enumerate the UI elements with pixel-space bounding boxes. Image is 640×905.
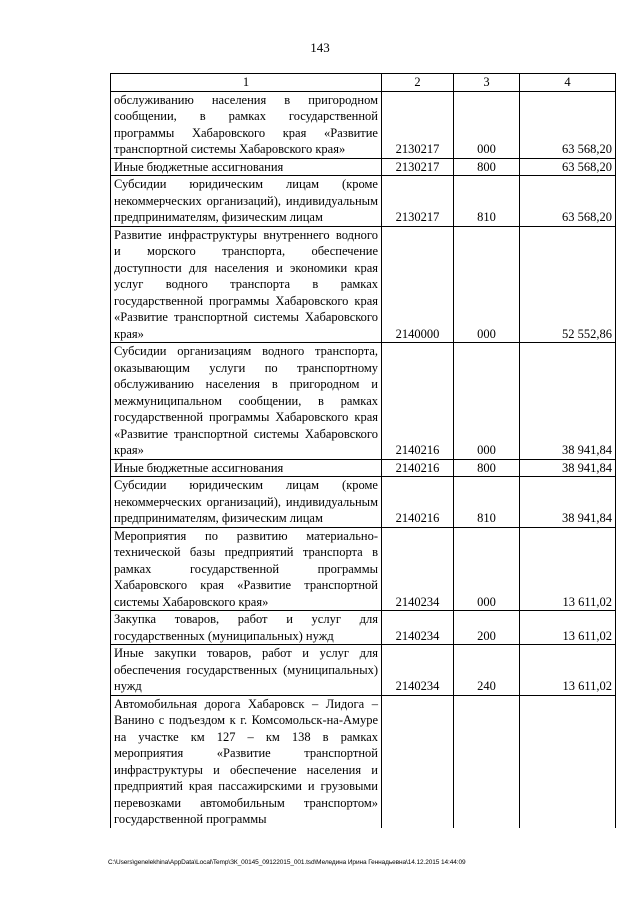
item-name: Развитие инфраструктуры внутреннего водного и морского транспорта, обеспечение доступности для населения и экономики края услуг водного транспорта в рамках государственной программы Хабаровского края «Развитие транспортной системы Хабаровского края»: [111, 226, 382, 343]
amount: 13 611,02: [520, 527, 616, 611]
item-name: Мероприятия по развитию материально-технической базы предприятий транспорта в рамках государственной программы Хабаровского края «Развитие транспортной системы Хабаровского края»: [111, 527, 382, 611]
item-name: Субсидии юридическим лицам (кроме некоммерческих организаций), индивидуальным предпринимателям, физическим лицам: [111, 477, 382, 528]
target-code: 2130217: [382, 91, 454, 158]
expense-type: 800: [454, 459, 520, 477]
item-name: Автомобильная дорога Хабаровск – Лидога – Ванино с подъездом к г. Комсомольск-на-Амуре на участке км 127 – км 138 в рамках мероприятия «Развитие транспортной инфраструктуры и обеспечение населения и предприятий края пассажирскими и грузовыми перевозками автомобильным транспортом» государственной программы: [111, 695, 382, 828]
table-row: [111, 477, 616, 528]
item-name: Иные бюджетные ассигнования: [111, 158, 382, 176]
expense-type: 000: [454, 226, 520, 343]
table-row: [111, 91, 616, 158]
expense-type: 810: [454, 477, 520, 528]
header-cell: 4: [520, 74, 616, 92]
expense-type: 800: [454, 158, 520, 176]
target-code: 2140234: [382, 611, 454, 645]
target-code: 2140000: [382, 226, 454, 343]
amount: 63 568,20: [520, 158, 616, 176]
target-code: 2130217: [382, 158, 454, 176]
expense-type: 000: [454, 527, 520, 611]
amount: 38 941,84: [520, 459, 616, 477]
amount: 63 568,20: [520, 91, 616, 158]
header-cell: 1: [111, 74, 382, 92]
expense-type: 240: [454, 645, 520, 696]
table-row: [111, 611, 616, 645]
target-code: 2140216: [382, 343, 454, 460]
expense-type: 200: [454, 611, 520, 645]
table-row: [111, 176, 616, 227]
item-name: обслуживанию населения в пригородном сообщении, в рамках государственной программы Хабаровского края «Развитие транспортной системы Хабаровского края»: [111, 91, 382, 158]
amount: [520, 695, 616, 828]
item-name: Субсидии организациям водного транспорта, оказывающим услуги по транспортному обслуживанию населения в пригородном и межмуниципальном сообщении, в рамках государственной программы Хабаровского края «Развитие транспортной системы Хабаровского края»: [111, 343, 382, 460]
amount: 63 568,20: [520, 176, 616, 227]
table-row: [111, 527, 616, 611]
item-name: Субсидии юридическим лицам (кроме некоммерческих организаций), индивидуальным предпринимателям, физическим лицам: [111, 176, 382, 227]
amount: 38 941,84: [520, 343, 616, 460]
budget-table: [110, 73, 616, 828]
table-row: [111, 645, 616, 696]
target-code: [382, 695, 454, 828]
table-row: [111, 343, 616, 460]
table-row: [111, 695, 616, 828]
target-code: 2140234: [382, 645, 454, 696]
file-path-footer: C:\Users\genelekhina\AppData\Local\Temp\ЗК_00145_09122015_001.tsd\Меледина Ирина Геннадьевна\14.12.2015 14:44:09: [108, 859, 466, 866]
amount: 13 611,02: [520, 645, 616, 696]
target-code: 2140216: [382, 477, 454, 528]
expense-type: 810: [454, 176, 520, 227]
target-code: 2140216: [382, 459, 454, 477]
header-cell: 2: [382, 74, 454, 92]
table-header-row: [111, 74, 616, 92]
table-row: [111, 226, 616, 343]
page-number: 143: [310, 40, 330, 55]
expense-type: 000: [454, 343, 520, 460]
expense-type: [454, 695, 520, 828]
amount: 38 941,84: [520, 477, 616, 528]
item-name: Закупка товаров, работ и услуг для государственных (муниципальных) нужд: [111, 611, 382, 645]
table-row: [111, 459, 616, 477]
target-code: 2130217: [382, 176, 454, 227]
amount: 52 552,86: [520, 226, 616, 343]
expense-type: 000: [454, 91, 520, 158]
item-name: Иные бюджетные ассигнования: [111, 459, 382, 477]
table-row: [111, 158, 616, 176]
item-name: Иные закупки товаров, работ и услуг для обеспечения государственных (муниципальных) нужд: [111, 645, 382, 696]
target-code: 2140234: [382, 527, 454, 611]
header-cell: 3: [454, 74, 520, 92]
amount: 13 611,02: [520, 611, 616, 645]
